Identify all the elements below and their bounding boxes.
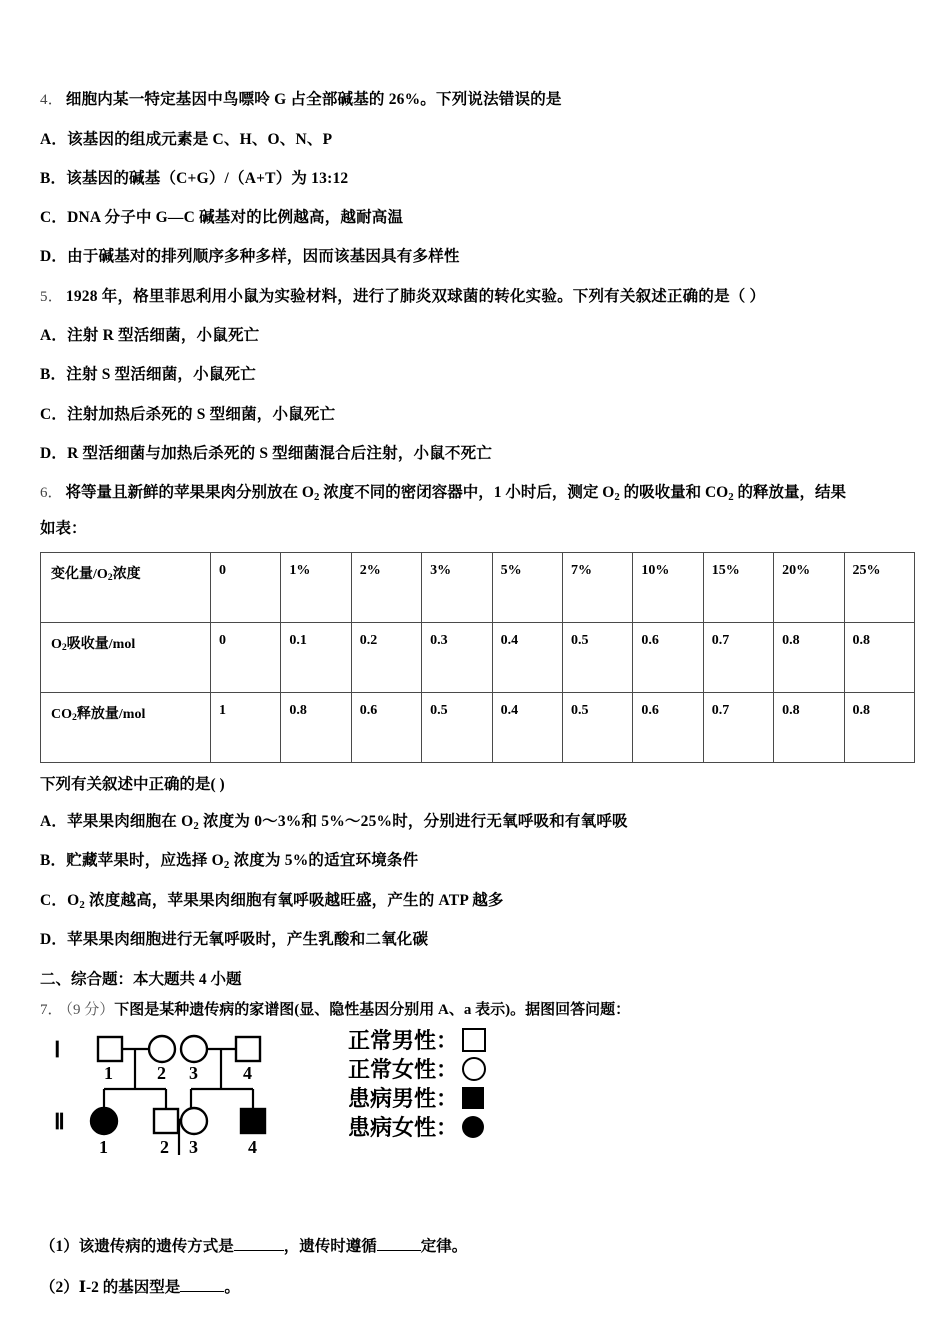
pedigree-II-3-number: 3	[189, 1137, 198, 1157]
option-text: 注射加热后杀死的 S 型细菌，小鼠死亡	[67, 405, 336, 423]
legend-label-normal-male: 正常男性：	[348, 1028, 459, 1053]
legend-label-affected-male: 患病男性：	[348, 1086, 459, 1111]
option-text: 该基因的碱基（C+G）/（A+T）为 13:12	[66, 169, 349, 187]
option-text: 注射 R 型活细菌，小鼠死亡	[67, 327, 260, 344]
legend-row-affected-male	[348, 1083, 598, 1112]
pedigree-diagram	[46, 1027, 606, 1177]
pedigree-II-1-circle-affected	[91, 1108, 117, 1134]
pedigree-I-1-number: 1	[104, 1063, 113, 1083]
subquestion-1	[40, 1235, 915, 1258]
question-7-number: 7．	[40, 1002, 63, 1018]
question-6-option-b[interactable]	[40, 849, 915, 872]
option-sub: 2	[193, 820, 199, 833]
table-col-1: 1%	[281, 552, 351, 622]
question-6-option-d[interactable]	[40, 928, 915, 951]
pedigree-I-3-number: 3	[189, 1063, 198, 1083]
option-letter: D．	[40, 444, 68, 462]
pedigree-I-4-square	[236, 1037, 260, 1061]
question-5-number: 5．	[40, 288, 63, 305]
pedigree-legend	[348, 1025, 598, 1141]
option-letter: C．	[40, 891, 68, 909]
row-label-sub: 2	[61, 642, 67, 654]
option-letter: A．	[40, 813, 68, 830]
subquestion-2	[40, 1276, 915, 1299]
subq-1-text-a: 该遗传病的遗传方式是	[78, 1238, 234, 1255]
subq-1-text-b: ，遗传时遵循	[283, 1238, 377, 1255]
subq-2-prefix: （2）	[40, 1279, 79, 1297]
cell-co2-2: 0.6	[351, 692, 421, 762]
cell-co2-8: 0.8	[774, 692, 844, 762]
pedigree-I-3-circle	[181, 1036, 207, 1062]
q6-sub-1: 2	[313, 491, 320, 504]
question-4-stem	[40, 88, 915, 112]
option-text-b: 浓度为 0～3%和 5%～25%时，分别进行无氧呼吸和有氧呼吸	[198, 813, 628, 830]
question-5-option-c[interactable]	[40, 403, 915, 426]
pedigree-I-4-number: 4	[243, 1063, 252, 1083]
question-4-option-a[interactable]	[40, 128, 915, 151]
question-4-number: 4．	[40, 92, 63, 108]
question-5-option-d[interactable]	[40, 442, 915, 465]
legend-label-affected-female: 患病女性：	[348, 1115, 459, 1140]
legend-row-affected-female	[348, 1112, 598, 1141]
option-sub: 2	[223, 859, 230, 872]
pedigree-II-4-square-affected	[241, 1109, 265, 1133]
question-6-stem	[40, 481, 915, 505]
pedigree-II-2-number: 2	[160, 1137, 169, 1157]
cell-co2-3: 0.5	[422, 692, 492, 762]
option-text: 该基因的组成元素是 C、H、O、N、P	[67, 130, 333, 148]
option-letter: B．	[40, 169, 67, 187]
cell-o2-5: 0.5	[562, 622, 632, 692]
row-label-b: 释放量/mol	[76, 706, 146, 722]
question-5-stem	[40, 285, 915, 309]
filled-circle-icon	[462, 1116, 484, 1138]
row-label-sub: 2	[72, 712, 77, 724]
open-circle-icon	[462, 1057, 486, 1081]
pedigree-II-1-number: 1	[99, 1137, 108, 1157]
option-text: 注射 S 型活细菌，小鼠死亡	[66, 366, 256, 384]
cell-o2-4: 0.4	[492, 622, 562, 692]
subq-2-text-b: 。	[224, 1279, 240, 1297]
question-4-option-d[interactable]	[40, 245, 915, 268]
table-row-header	[41, 552, 915, 622]
option-letter: A．	[40, 130, 68, 148]
table-col-7: 15%	[703, 552, 773, 622]
cell-o2-9: 0.8	[844, 622, 914, 692]
cell-co2-4: 0.4	[492, 692, 562, 762]
pedigree-II-4-number: 4	[248, 1137, 257, 1157]
question-6-stem-line2: 如表：	[40, 519, 87, 537]
pedigree-II-3-circle	[181, 1108, 207, 1134]
subq-2-blank-1[interactable]	[180, 1291, 224, 1292]
open-square-icon	[462, 1028, 486, 1052]
subq-1-blank-2[interactable]	[377, 1250, 421, 1251]
table-col-8: 20%	[774, 552, 844, 622]
row-label-o2	[41, 622, 211, 692]
option-letter: C．	[40, 405, 68, 423]
cell-o2-2: 0.2	[351, 622, 421, 692]
section-2-heading: 二、综合题：本大题共 4 小题	[40, 971, 242, 988]
q6-sub-3: 2	[728, 491, 734, 504]
header-tail: 浓度	[112, 566, 141, 582]
option-text: 由于碱基对的排列顺序多种多样，因而该基因具有多样性	[67, 248, 460, 266]
table-col-4: 5%	[492, 552, 562, 622]
question-4-option-c[interactable]	[40, 206, 915, 229]
question-5-text: 1928 年，格里菲思利用小鼠为实验材料，进行了肺炎双球菌的转化实验。下列有关叙述正确的是（ ）	[65, 287, 766, 305]
option-letter: A．	[40, 327, 68, 344]
table-col-3: 3%	[422, 552, 492, 622]
question-5-option-a[interactable]	[40, 324, 915, 347]
cell-o2-1: 0.1	[281, 622, 351, 692]
cell-o2-3: 0.3	[422, 622, 492, 692]
cell-co2-6: 0.6	[633, 692, 703, 762]
gas-exchange-table	[40, 552, 915, 763]
pedigree-I-2-number: 2	[157, 1063, 166, 1083]
option-text-b: 浓度为 5%的适宜环境条件	[229, 852, 419, 870]
option-letter: D．	[40, 248, 68, 266]
question-7-score: （9 分）	[65, 1002, 115, 1018]
pedigree-svg	[46, 1027, 346, 1177]
page-content	[40, 88, 915, 1318]
question-6-option-c[interactable]	[40, 889, 915, 912]
option-letter: B．	[40, 366, 67, 384]
q6-stem-part4: 的释放量，结果	[733, 484, 847, 501]
question-4-option-b[interactable]	[40, 167, 915, 190]
pedigree-II-2-square	[154, 1109, 178, 1133]
cell-o2-8: 0.8	[774, 622, 844, 692]
q6-stem-part1: 将等量且新鲜的苹果果肉分别放在 O	[65, 484, 314, 501]
question-7-stem	[40, 998, 915, 1019]
question-5-option-b[interactable]	[40, 363, 915, 386]
option-letter: C．	[40, 209, 68, 226]
option-text-a: 苹果果肉细胞进行无氧呼吸时，产生乳酸和二氧化碳	[67, 930, 429, 948]
cell-co2-5: 0.5	[562, 692, 632, 762]
pedigree-I-1-square	[98, 1037, 122, 1061]
subq-1-prefix: （1）	[40, 1238, 79, 1255]
table-col-0: 0	[211, 552, 281, 622]
header-sub: 2	[107, 572, 113, 584]
legend-row-normal-male	[348, 1025, 598, 1054]
table-col-2: 2%	[351, 552, 421, 622]
question-6-prompt: 下列有关叙述中正确的是( )	[40, 775, 225, 793]
question-4-text: 细胞内某一特定基因中鸟嘌呤 G 占全部碱基的 26%。下列说法错误的是	[65, 91, 562, 108]
subq-1-blank-1[interactable]	[234, 1250, 284, 1251]
pedigree-I-2-circle	[149, 1036, 175, 1062]
option-letter: B．	[40, 852, 67, 870]
table-col-6: 10%	[633, 552, 703, 622]
cell-co2-0: 1	[211, 692, 281, 762]
legend-row-normal-female	[348, 1054, 598, 1083]
cell-co2-9: 0.8	[844, 692, 914, 762]
question-6-option-a[interactable]	[40, 810, 915, 833]
question-6-number: 6．	[40, 485, 63, 501]
generation-1-label: Ⅰ	[54, 1037, 61, 1062]
q6-stem-part2: 浓度不同的密闭容器中，1 小时后，测定 O	[319, 484, 615, 501]
q6-sub-2: 2	[614, 491, 620, 504]
cell-o2-0: 0	[211, 622, 281, 692]
table-col-9: 25%	[844, 552, 914, 622]
option-sub: 2	[79, 898, 85, 911]
cell-co2-1: 0.8	[281, 692, 351, 762]
cell-co2-7: 0.7	[703, 692, 773, 762]
row-label-a: O	[51, 636, 62, 652]
subq-2-text-a: Ⅰ-2 的基因型是	[78, 1279, 181, 1297]
row-label-b: 吸收量/mol	[66, 636, 136, 652]
option-text-a: 苹果果肉细胞在 O	[67, 813, 194, 830]
table-col-5: 7%	[562, 552, 632, 622]
cell-o2-7: 0.7	[703, 622, 773, 692]
option-text-a: O	[67, 891, 80, 909]
option-text-b: 浓度越高，苹果果肉细胞有氧呼吸越旺盛，产生的 ATP 越多	[84, 891, 504, 909]
cell-o2-6: 0.6	[633, 622, 703, 692]
option-text: R 型活细菌与加热后杀死的 S 型细菌混合后注射，小鼠不死亡	[67, 444, 493, 462]
row-label-a: CO	[51, 706, 72, 722]
header-label: 变化量/O	[51, 566, 108, 582]
option-text-a: 贮藏苹果时，应选择 O	[66, 852, 224, 870]
question-7-text: 下图是某种遗传病的家谱图(显、隐性基因分别用 A、a 表示)。据图回答问题：	[114, 1002, 631, 1018]
table-row-o2-absorption	[41, 622, 915, 692]
subq-1-text-c: 定律。	[420, 1238, 468, 1255]
legend-label-normal-female: 正常女性：	[348, 1057, 459, 1082]
filled-square-icon	[462, 1087, 484, 1109]
option-text: DNA 分子中 G—C 碱基对的比例越高，越耐高温	[67, 209, 404, 226]
table-header-cell	[41, 552, 211, 622]
q6-stem-part3: 的吸收量和 CO	[619, 484, 729, 501]
row-label-co2	[41, 692, 211, 762]
subquestion-block	[40, 1235, 915, 1300]
generation-2-label: Ⅱ	[54, 1109, 65, 1134]
option-letter: D．	[40, 930, 68, 948]
table-row-co2-release	[41, 692, 915, 762]
